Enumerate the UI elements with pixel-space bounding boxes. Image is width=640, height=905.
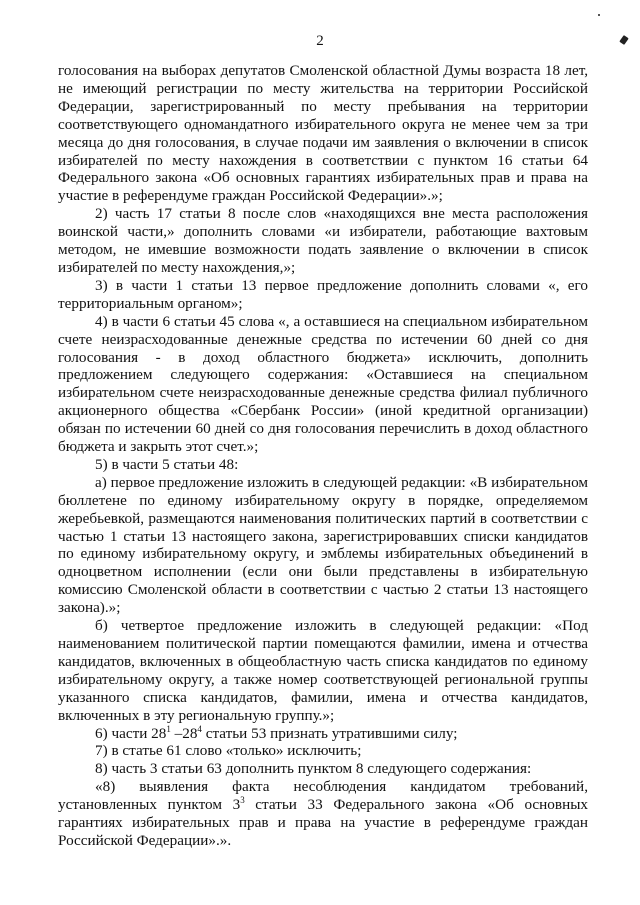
paragraph-item-8: 8) часть 3 статьи 63 дополнить пунктом 8 следующего содержания: [95, 760, 532, 778]
paragraph-item-6 [58, 725, 588, 743]
scan-artifact-dot [598, 14, 600, 16]
paragraph-item-8-point [58, 778, 588, 850]
paragraph-item-8-point-text-b: статьи 33 Федерального закона «Об основных гарантиях избирательных прав и права на участие в референдуме граждан Российской Федерации».». [58, 796, 588, 849]
paragraph-item-5b: б) четвертое предложение изложить в следующей редакции: «Под наименованием политической партии помещаются фамилии, имена и отчества кандидатов, включенных в общеобластную часть списка кандидатов по единому избирательному округу, а также номер соответствующей региональной группы указанного списка кандидатов, фамилии, имена и отчества кандидатов, включенных в эту региональную группу.»; [58, 617, 588, 724]
paragraph-item-6-text-b: –28 [170, 724, 198, 742]
superscript: 1 [166, 723, 171, 734]
paragraph-item-8-point-text-a: «8) выявления факта несоблюдения кандидатом требований, установленных пунктом 3 [58, 778, 588, 814]
document-body [58, 62, 588, 850]
superscript: 3 [240, 795, 245, 806]
paragraph-item-4: 4) в части 6 статьи 45 слова «, а оставшиеся на специальном избирательном счете неизрасходованные денежные средства по истечении 60 дней со дня голосования - в доход областного бюджета» исключить, дополнить предложением следующего содержания: «Оставшиеся на специальном избирательном счете неизрасходованные денежные средства филиал публичного акционерного общества «Сбербанк России» (иной кредитной организации) обязан по истечении 60 дней со дня голосования перечислить в доход областного бюджета и закрыть этот счет.»; [58, 312, 588, 456]
superscript: 4 [197, 723, 202, 734]
paragraph-item-6-text-a: 6) части 28 [95, 724, 167, 742]
paragraph-item-7: 7) в статье 61 слово «только» исключить; [95, 742, 362, 760]
paragraph-item-5: 5) в части 5 статьи 48: [95, 455, 239, 473]
paragraph-item-6-text-c: статьи 53 признать утратившими силу; [201, 724, 458, 742]
paragraph-item-2: 2) часть 17 статьи 8 после слов «находящихся вне места расположения воинской части,» дополнить словами «и избиратели, работающие вахтовым методом, не имевшие возможности подать заявление о включении в список избирателей по месту нахождения,»; [58, 205, 588, 276]
paragraph-item-5a: а) первое предложение изложить в следующей редакции: «В избирательном бюллетене по единому избирательному округу в порядке, определяемом жеребьевкой, размещаются наименования политических партий в соответствии с частью 1 статьи 13 настоящего закона, зарегистрировавших списки кандидатов по единому избирательному округу, и эмблемы избирательных объединений в одноцветном исполнении (если они были представлены в избирательную комиссию Смоленской области в соответствии с частью 2 статьи 13 настоящего закона).»; [58, 473, 588, 617]
paragraph-continuation: голосования на выборах депутатов Смоленской областной Думы возраста 18 лет, не имеющий регистрации по месту жительства на территории Российской Федерации, зарегистрированный по месту пребывания на территории соответствующего одномандатного избирательного округа не менее чем за три месяца до дня голосования, в случае подачи им заявления о включении в список избирателей по месту нахождения в соответствии с пунктом 16 статьи 64 Федерального закона «Об основных гарантиях избирательных прав и права на участие в референдуме граждан Российской Федерации».»; [58, 62, 588, 205]
page-number: 2 [316, 33, 324, 49]
paragraph-item-3: 3) в части 1 статьи 13 первое предложение дополнить словами «, его территориальным органом»; [58, 276, 588, 312]
